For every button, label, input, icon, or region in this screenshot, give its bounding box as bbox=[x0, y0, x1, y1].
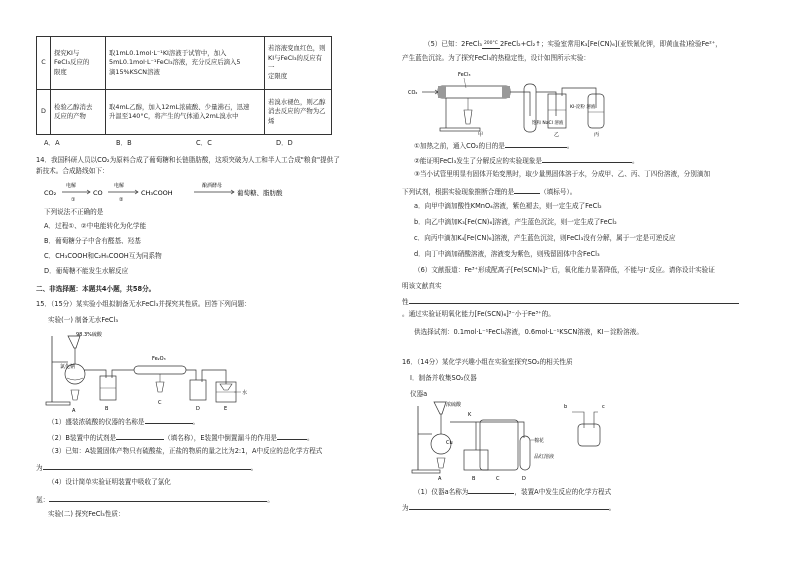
label-bing: 丙 bbox=[594, 132, 600, 138]
step2-label: ② bbox=[119, 197, 124, 203]
q14-stem-line2: 新技术。合成路线如下： bbox=[36, 167, 109, 175]
label-b: B bbox=[105, 406, 109, 412]
arrow2-label: 电解 bbox=[114, 183, 125, 189]
water-label: 水 bbox=[242, 390, 248, 396]
part5-option-a: a．向甲中滴加酸性KMnO₄溶液，紫色褪去，则一定生成了FeCl₂ bbox=[414, 202, 602, 210]
row-letter: D bbox=[37, 90, 51, 135]
label-a: A bbox=[438, 476, 442, 482]
part6-line4: 。通过实验证明氧化能力[Fe(SCN)₆]³⁻小于Fe³⁺的。 bbox=[402, 310, 555, 318]
table-row bbox=[37, 90, 332, 135]
co2-inlet-label: CO₂ bbox=[408, 90, 418, 96]
row-operation: 取1mL0.1mol·L⁻¹KI溶液于试管中，加入 5mL0.1mol·L⁻¹FeCl₃溶液，充分反应后滴入5 滴15%KSCN溶液 bbox=[106, 37, 265, 90]
cu-label: Cu bbox=[446, 440, 453, 446]
answer-blank bbox=[277, 432, 307, 440]
row-purpose: 检验乙醇消去 反应的产物 bbox=[51, 90, 106, 135]
label-d: D bbox=[196, 406, 200, 412]
left-column bbox=[36, 0, 388, 562]
label-b: B bbox=[472, 476, 476, 482]
row-conclusion: 若溶液变血红色，则 KI与FeCl₃的反应有一 定限度 bbox=[265, 37, 332, 90]
q14-option-b: B．葡萄糖分子中含有醛基、羟基 bbox=[44, 237, 141, 245]
part6-reagents: 供选择试剂：0.1mol·L⁻¹FeCl₃溶液，0.6mol·L⁻¹KSCN溶液，KI－淀粉溶液。 bbox=[414, 328, 643, 336]
q16-part1-answer: 为 。 bbox=[402, 504, 616, 512]
label-c: C bbox=[158, 400, 162, 406]
apparatus-thermal-stability bbox=[406, 64, 626, 136]
nacl-solution-label: 饱和 NaCl 溶液 bbox=[532, 121, 564, 126]
acid-so2-label: 浓硫酸 bbox=[446, 402, 462, 408]
answer-blank bbox=[49, 494, 267, 502]
q14-prompt: 下列说法不正确的是 bbox=[44, 208, 104, 216]
apparatus-so2 bbox=[412, 398, 632, 480]
answer-blank bbox=[43, 462, 251, 470]
nacl-label: 氯化钠 bbox=[60, 364, 76, 370]
q14-option-a: A．过程①、②中电能转化为化学能 bbox=[44, 222, 147, 230]
arrow1-label: 电解 bbox=[66, 183, 77, 189]
right-column bbox=[402, 0, 758, 562]
answer-blank bbox=[409, 296, 739, 304]
answer-blank bbox=[145, 416, 193, 424]
q16-intro: 16．（14分）某化学兴趣小组在实验室探究SO₂的相关性质 bbox=[402, 358, 573, 366]
answer-blank bbox=[116, 432, 164, 440]
q15-part4-answer: 氢： 。 bbox=[36, 496, 274, 504]
q15-part5-line1: （5）已知：2FeCl₃ 200°C 2FeCl₂+Cl₂↑；实验室常用K₃[Fe(CN)₆](亚铁氰化钾，即黄血盐)检验Fe²⁺， bbox=[424, 40, 722, 48]
k-label: K bbox=[468, 412, 472, 418]
choice-d: D．D bbox=[276, 139, 293, 147]
answer-blank bbox=[409, 502, 609, 510]
part5-option-d: d．向丁中滴加硝酸溶液，溶液变为紫色，则残留固体中含FeCl₃ bbox=[414, 250, 600, 258]
fe2o3-label: Fe₂O₃ bbox=[152, 356, 166, 362]
row-letter: C bbox=[37, 37, 51, 90]
pinkish-solution-label: 品红溶液 bbox=[534, 454, 555, 460]
arrow3-label: 酿酒酵母 bbox=[202, 183, 223, 189]
product-label: 葡萄糖、脂肪酸 bbox=[237, 189, 283, 197]
label-yi: 乙 bbox=[554, 132, 560, 138]
choice-a: A．A bbox=[44, 139, 60, 147]
section-title: 二、非选择题：本题共4小题，共58分。 bbox=[36, 285, 156, 293]
acid-label: 98.3%硫酸 bbox=[76, 332, 102, 338]
synthesis-pathway bbox=[44, 179, 344, 205]
part5-option-c: c．向丙中滴加K₄[Fe(CN)₆]溶液，产生蓝色沉淀，则FeCl₃没有分解，属于一定是可逆反应 bbox=[414, 234, 676, 242]
q15-part3: （3）已知：A装置固体产物只有硫酸盐，正盐的物质的量之比为2:1，A中反应的总化学方程式 bbox=[48, 447, 323, 455]
instrument-a-label: 仪器a bbox=[410, 390, 428, 398]
fecl3-label: FeCl₃ bbox=[458, 72, 471, 78]
row-operation: 取4mL乙醇，加入12mL浓硫酸、少量沸石，迅速 升温至140°C，将产生的气体通入2mL溴水中 bbox=[106, 90, 265, 135]
part6-line3: 性 bbox=[402, 296, 739, 306]
label-e: E bbox=[224, 406, 228, 412]
part5-q3: ③当小试管里明显有固体开始变黑时，取少量黑固体溶于水，分成甲、乙、丙、丁四份溶液，分别滴加 bbox=[414, 170, 711, 178]
ki-solution-label: KI-淀粉 溶液 bbox=[570, 105, 596, 110]
part6-line2: 明该文献真实 bbox=[402, 282, 442, 290]
q15-part3-answer: 为 。 bbox=[36, 464, 258, 472]
ch3cooh-label: CH₃COOH bbox=[141, 189, 173, 197]
table-row bbox=[37, 37, 332, 90]
label-jia: 甲 bbox=[478, 132, 484, 138]
answer-blank bbox=[514, 186, 540, 194]
answer-blank bbox=[505, 140, 567, 148]
part5-q3b: 下列试剂，根据实验现象推断合理的是 （填标号）。 bbox=[402, 188, 577, 196]
q16-part1: （1）仪器a名称为 ，装置A中发生反应的化学方程式 bbox=[414, 488, 612, 496]
label-c: C bbox=[496, 476, 500, 482]
q15-part4: （4）设计简单实验证明装置中吸收了氯化 bbox=[48, 478, 171, 486]
q14-stem-line1: 14．我国科研人员以CO₂为原料合成了葡萄糖和长链脂肪酸，这项突破为人工和半人工合成"粮食"提供了 bbox=[36, 156, 340, 164]
q14-option-d: D．葡萄糖不能发生水解反应 bbox=[44, 267, 129, 275]
q16-section-i: Ⅰ．制备并收集SO₂仪器 bbox=[410, 374, 477, 382]
part5-q1: ①加热之前，通入CO₂的目的是 。 bbox=[414, 142, 574, 150]
q15-part5-line2: 产生蓝色沉淀。为了探究FeCl₃的热稳定性，设计如图所示实验： bbox=[402, 54, 591, 62]
apparatus-fecl3-preparation bbox=[46, 330, 256, 412]
q15-exp1-title: 实验(一) 制备无水FeCl₃ bbox=[48, 316, 118, 324]
part5-option-b: b．向乙中滴加K₃[Fe(CN)₆]溶液，产生蓝色沉淀，则一定生成了FeCl₂ bbox=[414, 218, 617, 226]
label-d: D bbox=[522, 476, 526, 482]
row-conclusion: 若溴水褪色，则乙醇 消去反应的产物为乙 烯 bbox=[265, 90, 332, 135]
q14-option-c: C．CH₃COOH和C₂H₅COOH互为同系物 bbox=[44, 252, 162, 260]
answer-blank bbox=[468, 486, 514, 494]
label-small-c: c bbox=[602, 404, 605, 410]
cotton-label: 棉花 bbox=[534, 438, 545, 444]
label-a: A bbox=[72, 408, 76, 414]
q15-part1: （1）盛装浓硫酸的仪器的名称是 。 bbox=[48, 418, 200, 426]
q15-intro: 15．（15分）某实验小组拟制备无水FeCl₃并探究其性质。回答下列问题： bbox=[36, 300, 251, 308]
part6-line1: （6）文献报道：Fe³⁺形成配离子[Fe(SCN)₆]³⁻后，氧化能力显著降低，不能与I⁻反应。请你设计实验证 bbox=[414, 266, 715, 274]
part5-q2: ②能证明FeCl₃发生了分解反应的实验现象是 。 bbox=[414, 157, 639, 165]
q15-exp2-title: 实验(二) 探究FeCl₃性质： bbox=[48, 510, 125, 518]
step1-label: ① bbox=[71, 197, 76, 203]
q15-part2: （2）B装置中的试剂是 （填名称），E装置中倒置漏斗的作用是 。 bbox=[48, 434, 314, 442]
co2-label: CO₂ bbox=[44, 189, 57, 197]
co-label: CO bbox=[93, 189, 103, 197]
choice-b: B．B bbox=[116, 139, 132, 147]
answer-blank bbox=[542, 155, 632, 163]
row-purpose: 探究KI与 FeCl₃反应的 限度 bbox=[51, 37, 106, 90]
choice-c: C．C bbox=[196, 139, 212, 147]
experiment-options-table bbox=[36, 36, 332, 135]
label-small-b: b bbox=[564, 404, 568, 410]
